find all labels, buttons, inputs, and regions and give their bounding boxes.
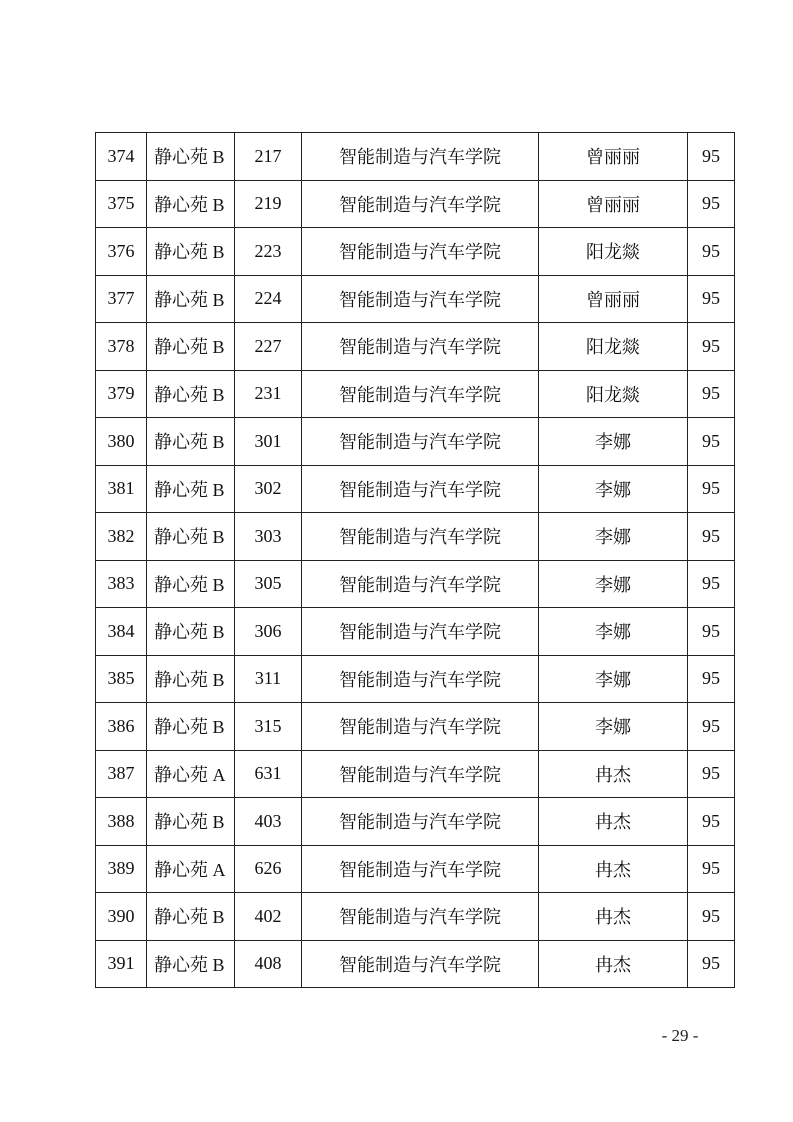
building-cell: 静心苑 B	[147, 798, 235, 846]
counselor-cell: 冉杰	[539, 845, 688, 893]
counselor-cell: 李娜	[539, 655, 688, 703]
score-cell: 95	[688, 750, 735, 798]
row-number-cell: 386	[96, 703, 147, 751]
room-number-cell: 302	[235, 465, 302, 513]
counselor-cell: 李娜	[539, 418, 688, 466]
college-cell: 智能制造与汽车学院	[302, 750, 539, 798]
building-cell: 静心苑 B	[147, 940, 235, 988]
building-cell: 静心苑 A	[147, 845, 235, 893]
building-cell: 静心苑 B	[147, 560, 235, 608]
table-row	[96, 560, 735, 608]
counselor-cell: 冉杰	[539, 750, 688, 798]
building-cell: 静心苑 B	[147, 513, 235, 561]
college-cell: 智能制造与汽车学院	[302, 608, 539, 656]
room-number-cell: 219	[235, 180, 302, 228]
table-row	[96, 465, 735, 513]
score-cell: 95	[688, 513, 735, 561]
row-number-cell: 389	[96, 845, 147, 893]
building-cell: 静心苑 B	[147, 323, 235, 371]
college-cell: 智能制造与汽车学院	[302, 560, 539, 608]
room-number-cell: 626	[235, 845, 302, 893]
college-cell: 智能制造与汽车学院	[302, 370, 539, 418]
counselor-cell: 曾丽丽	[539, 180, 688, 228]
counselor-cell: 冉杰	[539, 798, 688, 846]
table-row	[96, 418, 735, 466]
table-row	[96, 323, 735, 371]
room-number-cell: 305	[235, 560, 302, 608]
table-row	[96, 798, 735, 846]
row-number-cell: 383	[96, 560, 147, 608]
counselor-cell: 阳龙燚	[539, 228, 688, 276]
counselor-cell: 李娜	[539, 608, 688, 656]
room-number-cell: 217	[235, 133, 302, 181]
counselor-cell: 冉杰	[539, 940, 688, 988]
score-cell: 95	[688, 560, 735, 608]
row-number-cell: 387	[96, 750, 147, 798]
table-row	[96, 608, 735, 656]
table-row	[96, 513, 735, 561]
score-cell: 95	[688, 465, 735, 513]
college-cell: 智能制造与汽车学院	[302, 133, 539, 181]
room-number-cell: 231	[235, 370, 302, 418]
table-row	[96, 845, 735, 893]
building-cell: 静心苑 B	[147, 465, 235, 513]
row-number-cell: 385	[96, 655, 147, 703]
table-body	[96, 133, 735, 988]
building-cell: 静心苑 B	[147, 655, 235, 703]
room-number-cell: 303	[235, 513, 302, 561]
row-number-cell: 381	[96, 465, 147, 513]
score-cell: 95	[688, 323, 735, 371]
row-number-cell: 375	[96, 180, 147, 228]
college-cell: 智能制造与汽车学院	[302, 275, 539, 323]
college-cell: 智能制造与汽车学院	[302, 323, 539, 371]
building-cell: 静心苑 B	[147, 418, 235, 466]
room-number-cell: 223	[235, 228, 302, 276]
row-number-cell: 376	[96, 228, 147, 276]
college-cell: 智能制造与汽车学院	[302, 940, 539, 988]
college-cell: 智能制造与汽车学院	[302, 703, 539, 751]
dormitory-score-table	[95, 132, 735, 988]
room-number-cell: 224	[235, 275, 302, 323]
college-cell: 智能制造与汽车学院	[302, 418, 539, 466]
counselor-cell: 李娜	[539, 513, 688, 561]
counselor-cell: 李娜	[539, 465, 688, 513]
college-cell: 智能制造与汽车学院	[302, 845, 539, 893]
score-cell: 95	[688, 418, 735, 466]
table-row	[96, 703, 735, 751]
counselor-cell: 阳龙燚	[539, 370, 688, 418]
college-cell: 智能制造与汽车学院	[302, 513, 539, 561]
building-cell: 静心苑 B	[147, 228, 235, 276]
row-number-cell: 377	[96, 275, 147, 323]
score-cell: 95	[688, 370, 735, 418]
table-row	[96, 133, 735, 181]
college-cell: 智能制造与汽车学院	[302, 180, 539, 228]
room-number-cell: 403	[235, 798, 302, 846]
room-number-cell: 227	[235, 323, 302, 371]
building-cell: 静心苑 B	[147, 275, 235, 323]
row-number-cell: 380	[96, 418, 147, 466]
college-cell: 智能制造与汽车学院	[302, 655, 539, 703]
counselor-cell: 冉杰	[539, 893, 688, 941]
building-cell: 静心苑 B	[147, 893, 235, 941]
row-number-cell: 382	[96, 513, 147, 561]
score-cell: 95	[688, 798, 735, 846]
building-cell: 静心苑 A	[147, 750, 235, 798]
room-number-cell: 631	[235, 750, 302, 798]
room-number-cell: 402	[235, 893, 302, 941]
building-cell: 静心苑 B	[147, 133, 235, 181]
table-row	[96, 180, 735, 228]
counselor-cell: 李娜	[539, 703, 688, 751]
score-cell: 95	[688, 133, 735, 181]
college-cell: 智能制造与汽车学院	[302, 228, 539, 276]
building-cell: 静心苑 B	[147, 370, 235, 418]
score-cell: 95	[688, 845, 735, 893]
row-number-cell: 384	[96, 608, 147, 656]
counselor-cell: 曾丽丽	[539, 133, 688, 181]
college-cell: 智能制造与汽车学院	[302, 893, 539, 941]
score-cell: 95	[688, 940, 735, 988]
row-number-cell: 390	[96, 893, 147, 941]
room-number-cell: 306	[235, 608, 302, 656]
score-cell: 95	[688, 608, 735, 656]
room-number-cell: 311	[235, 655, 302, 703]
college-cell: 智能制造与汽车学院	[302, 798, 539, 846]
college-cell: 智能制造与汽车学院	[302, 465, 539, 513]
page-number: - 29 -	[661, 1026, 699, 1045]
counselor-cell: 李娜	[539, 560, 688, 608]
table-row	[96, 940, 735, 988]
row-number-cell: 378	[96, 323, 147, 371]
counselor-cell: 曾丽丽	[539, 275, 688, 323]
score-cell: 95	[688, 228, 735, 276]
table-row	[96, 275, 735, 323]
score-cell: 95	[688, 655, 735, 703]
score-cell: 95	[688, 893, 735, 941]
score-cell: 95	[688, 275, 735, 323]
row-number-cell: 391	[96, 940, 147, 988]
room-number-cell: 301	[235, 418, 302, 466]
score-cell: 95	[688, 703, 735, 751]
building-cell: 静心苑 B	[147, 703, 235, 751]
table-row	[96, 370, 735, 418]
room-number-cell: 408	[235, 940, 302, 988]
table-row	[96, 228, 735, 276]
counselor-cell: 阳龙燚	[539, 323, 688, 371]
table-row	[96, 750, 735, 798]
table-row	[96, 893, 735, 941]
building-cell: 静心苑 B	[147, 608, 235, 656]
row-number-cell: 374	[96, 133, 147, 181]
score-cell: 95	[688, 180, 735, 228]
table-row	[96, 655, 735, 703]
row-number-cell: 379	[96, 370, 147, 418]
row-number-cell: 388	[96, 798, 147, 846]
building-cell: 静心苑 B	[147, 180, 235, 228]
room-number-cell: 315	[235, 703, 302, 751]
